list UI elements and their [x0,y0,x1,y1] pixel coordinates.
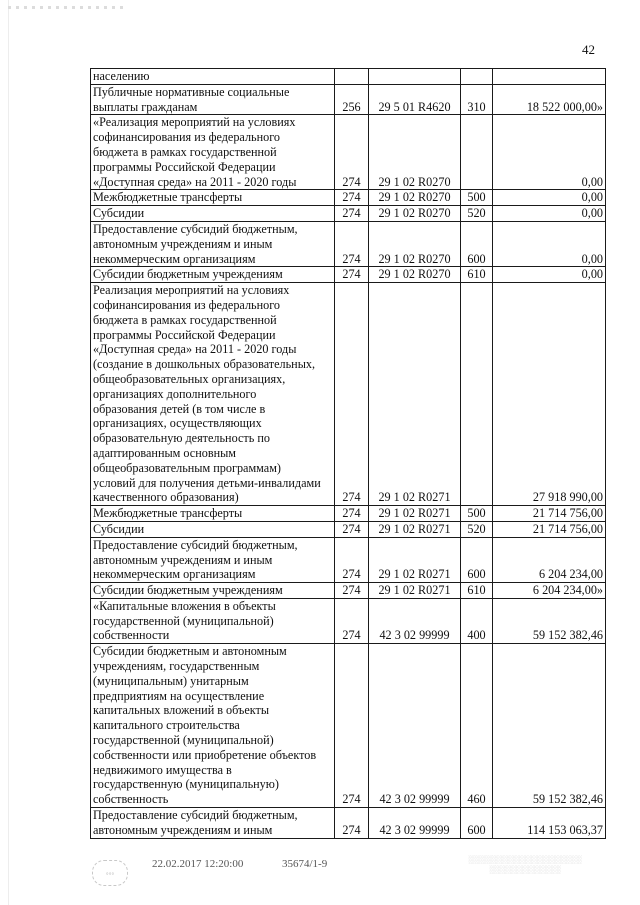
cell-name: Межбюджетные трансферты [91,506,335,522]
table-row [91,267,606,283]
cell-csr [369,69,461,85]
cell-vr [461,69,493,85]
table-row [91,644,606,808]
cell-amount: 18 522 000,00» [493,84,606,115]
cell-gr [335,69,369,85]
cell-gr: 274 [335,206,369,222]
cell-amount: 21 714 756,00 [493,521,606,537]
table-row [91,583,606,599]
cell-vr: 460 [461,644,493,808]
cell-vr: 500 [461,506,493,522]
table-row [91,283,606,506]
table-row [91,206,606,222]
cell-name: Межбюджетные трансферты [91,190,335,206]
cell-csr: 29 1 02 R0271 [369,521,461,537]
cell-amount [493,69,606,85]
page-number: 42 [582,42,595,57]
cell-csr: 29 5 01 R4620 [369,84,461,115]
cell-vr [461,115,493,190]
cell-gr: 274 [335,267,369,283]
cell-name: Публичные нормативные социальные выплаты гражданам [91,84,335,115]
cell-name: «Реализация мероприятий на условиях софинансирования из федерального бюджета в рамках государственной программы Российской Федерации «Доступная среда» на 2011 - 2020 годы [91,115,335,190]
cell-amount: 114 153 063,37 [493,808,606,839]
cell-gr: 274 [335,583,369,599]
cell-gr: 274 [335,283,369,506]
cell-name: населению [91,69,335,85]
table-row [91,598,606,643]
cell-vr: 520 [461,206,493,222]
table-row [91,84,606,115]
cell-csr: 29 1 02 R0270 [369,115,461,190]
cell-amount: 21 714 756,00 [493,506,606,522]
cell-csr: 29 1 02 R0270 [369,221,461,266]
table-row [91,69,606,85]
cell-name: Реализация мероприятий на условиях софинансирования из федерального бюджета в рамках государственной программы Российской Федерации «Доступная среда» на 2011 - 2020 годы (создание в дошкольных образовательных, общеобразовательных организациях, организациях дополнительного образования детей (в том числе в организациях, осуществляющих образовательную деятельность по адаптированным основным общеобразовательным программам) условий для получения детьми-инвалидами качественного образования) [91,283,335,506]
table-row [91,115,606,190]
cell-gr: 274 [335,521,369,537]
cell-name: Субсидии бюджетным и автономным учреждениям, государственным (муниципальным) унитарным предприятиям на осуществление капитальных вложений в объекты капитального строительства государственной (муниципальной) собственности или приобретение объектов недвижимого имущества в государственную (муниципальную) собственность [91,644,335,808]
cell-gr: 274 [335,644,369,808]
cell-amount: 0,00 [493,267,606,283]
cell-gr: 274 [335,506,369,522]
cell-csr: 29 1 02 R0271 [369,506,461,522]
table-row [91,506,606,522]
cell-gr: 274 [335,221,369,266]
cell-gr: 274 [335,537,369,582]
footer-datetime: 22.02.2017 12:20:00 [152,858,244,870]
budget-table-body [91,69,606,839]
cell-name: Предоставление субсидий бюджетным, автономным учреждениям и иным некоммерческим организациям [91,537,335,582]
cell-gr: 274 [335,808,369,839]
footer-doc-code: 35674/1-9 [282,858,328,870]
cell-amount: 59 152 382,46 [493,598,606,643]
cell-amount: 59 152 382,46 [493,644,606,808]
cell-vr: 600 [461,221,493,266]
cell-amount: 0,00 [493,115,606,190]
cell-vr: 520 [461,521,493,537]
cell-gr: 274 [335,115,369,190]
cell-csr: 42 3 02 99999 [369,808,461,839]
cell-amount: 6 204 234,00» [493,583,606,599]
table-row [91,190,606,206]
scan-edge [8,0,9,905]
cell-name: Субсидии [91,521,335,537]
cell-amount: 0,00 [493,206,606,222]
cell-csr: 42 3 02 99999 [369,598,461,643]
cell-amount: 0,00 [493,190,606,206]
cell-name: Субсидии бюджетным учреждениям [91,583,335,599]
cell-vr: 610 [461,583,493,599]
cell-vr [461,283,493,506]
cell-vr: 500 [461,190,493,206]
scan-marks [8,6,128,9]
cell-gr: 274 [335,598,369,643]
cell-csr: 29 1 02 R0270 [369,206,461,222]
cell-name: Субсидии [91,206,335,222]
cell-amount: 0,00 [493,221,606,266]
budget-table [90,68,606,839]
cell-csr: 29 1 02 R0271 [369,537,461,582]
cell-name: Предоставление субсидий бюджетным, автономным учреждениям и иным [91,808,335,839]
cell-gr: 256 [335,84,369,115]
cell-vr: 610 [461,267,493,283]
cell-csr: 29 1 02 R0271 [369,283,461,506]
cell-vr: 310 [461,84,493,115]
faint-stamp-icon: ░░░░░░░░░░░░░░░░░░░ ░░░░░░░░░░░░ [468,855,582,874]
stamp-seal-icon: ◦◦◦ [92,860,128,886]
table-row [91,808,606,839]
cell-gr: 274 [335,190,369,206]
cell-csr: 29 1 02 R0270 [369,190,461,206]
cell-name: Субсидии бюджетным учреждениям [91,267,335,283]
cell-vr: 600 [461,537,493,582]
cell-amount: 6 204 234,00 [493,537,606,582]
table-row [91,537,606,582]
cell-name: Предоставление субсидий бюджетным, автономным учреждениям и иным некоммерческим организациям [91,221,335,266]
cell-name: «Капитальные вложения в объекты государственной (муниципальной) собственности [91,598,335,643]
cell-vr: 600 [461,808,493,839]
cell-csr: 29 1 02 R0271 [369,583,461,599]
cell-csr: 29 1 02 R0270 [369,267,461,283]
cell-amount: 27 918 990,00 [493,283,606,506]
cell-vr: 400 [461,598,493,643]
table-row [91,521,606,537]
cell-csr: 42 3 02 99999 [369,644,461,808]
table-row [91,221,606,266]
